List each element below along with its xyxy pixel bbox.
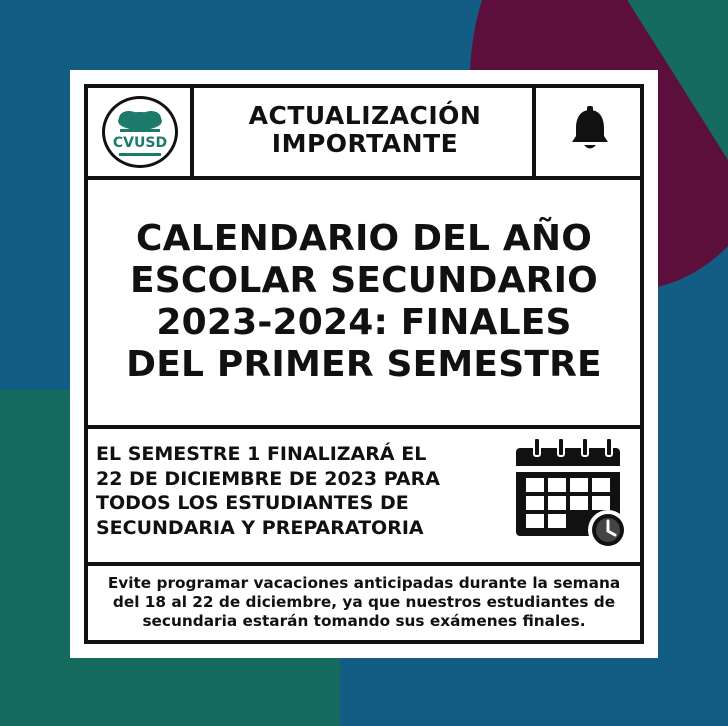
- main-title-line: CALENDARIO DEL AÑO: [135, 218, 593, 259]
- notice-line: EL SEMESTRE 1 FINALIZARÁ EL: [96, 443, 427, 465]
- header-title-line: IMPORTANTE: [271, 129, 459, 158]
- footer-line: secundaria estarán tomando sus exámenes finales.: [142, 612, 586, 630]
- divider-header: [84, 176, 644, 180]
- semester-notice: [96, 442, 516, 540]
- divider-logo: [190, 84, 194, 180]
- header-title: [198, 102, 532, 158]
- calendar-clock-icon: [514, 436, 632, 552]
- header-title-line: ACTUALIZACIÓN: [248, 101, 482, 130]
- footer-note: [88, 574, 640, 631]
- main-title: [90, 218, 638, 386]
- notice-line: 22 DE DICIEMBRE DE 2023 PARA: [96, 467, 440, 490]
- divider-bell: [532, 84, 536, 180]
- notice-line: TODOS LOS ESTUDIANTES DE: [96, 492, 409, 514]
- footer-line: del 18 al 22 de diciembre, ya que nuestros estudiantes de: [112, 593, 616, 611]
- bell-icon: [570, 106, 610, 152]
- footer-line: Evite programar vacaciones anticipadas durante la semana: [107, 574, 621, 592]
- divider-title: [84, 425, 644, 429]
- main-title-line: DEL PRIMER SEMESTRE: [126, 344, 602, 385]
- logo-strip: [119, 153, 161, 156]
- logo-text: CVUSD: [112, 135, 168, 151]
- cvusd-logo: [102, 96, 178, 168]
- main-title-line: ESCOLAR SECUNDARIO: [130, 260, 598, 301]
- divider-notice: [84, 562, 644, 566]
- notice-line: SECUNDARIA Y PREPARATORIA: [96, 516, 424, 539]
- main-title-line: 2023-2024: FINALES: [156, 302, 572, 343]
